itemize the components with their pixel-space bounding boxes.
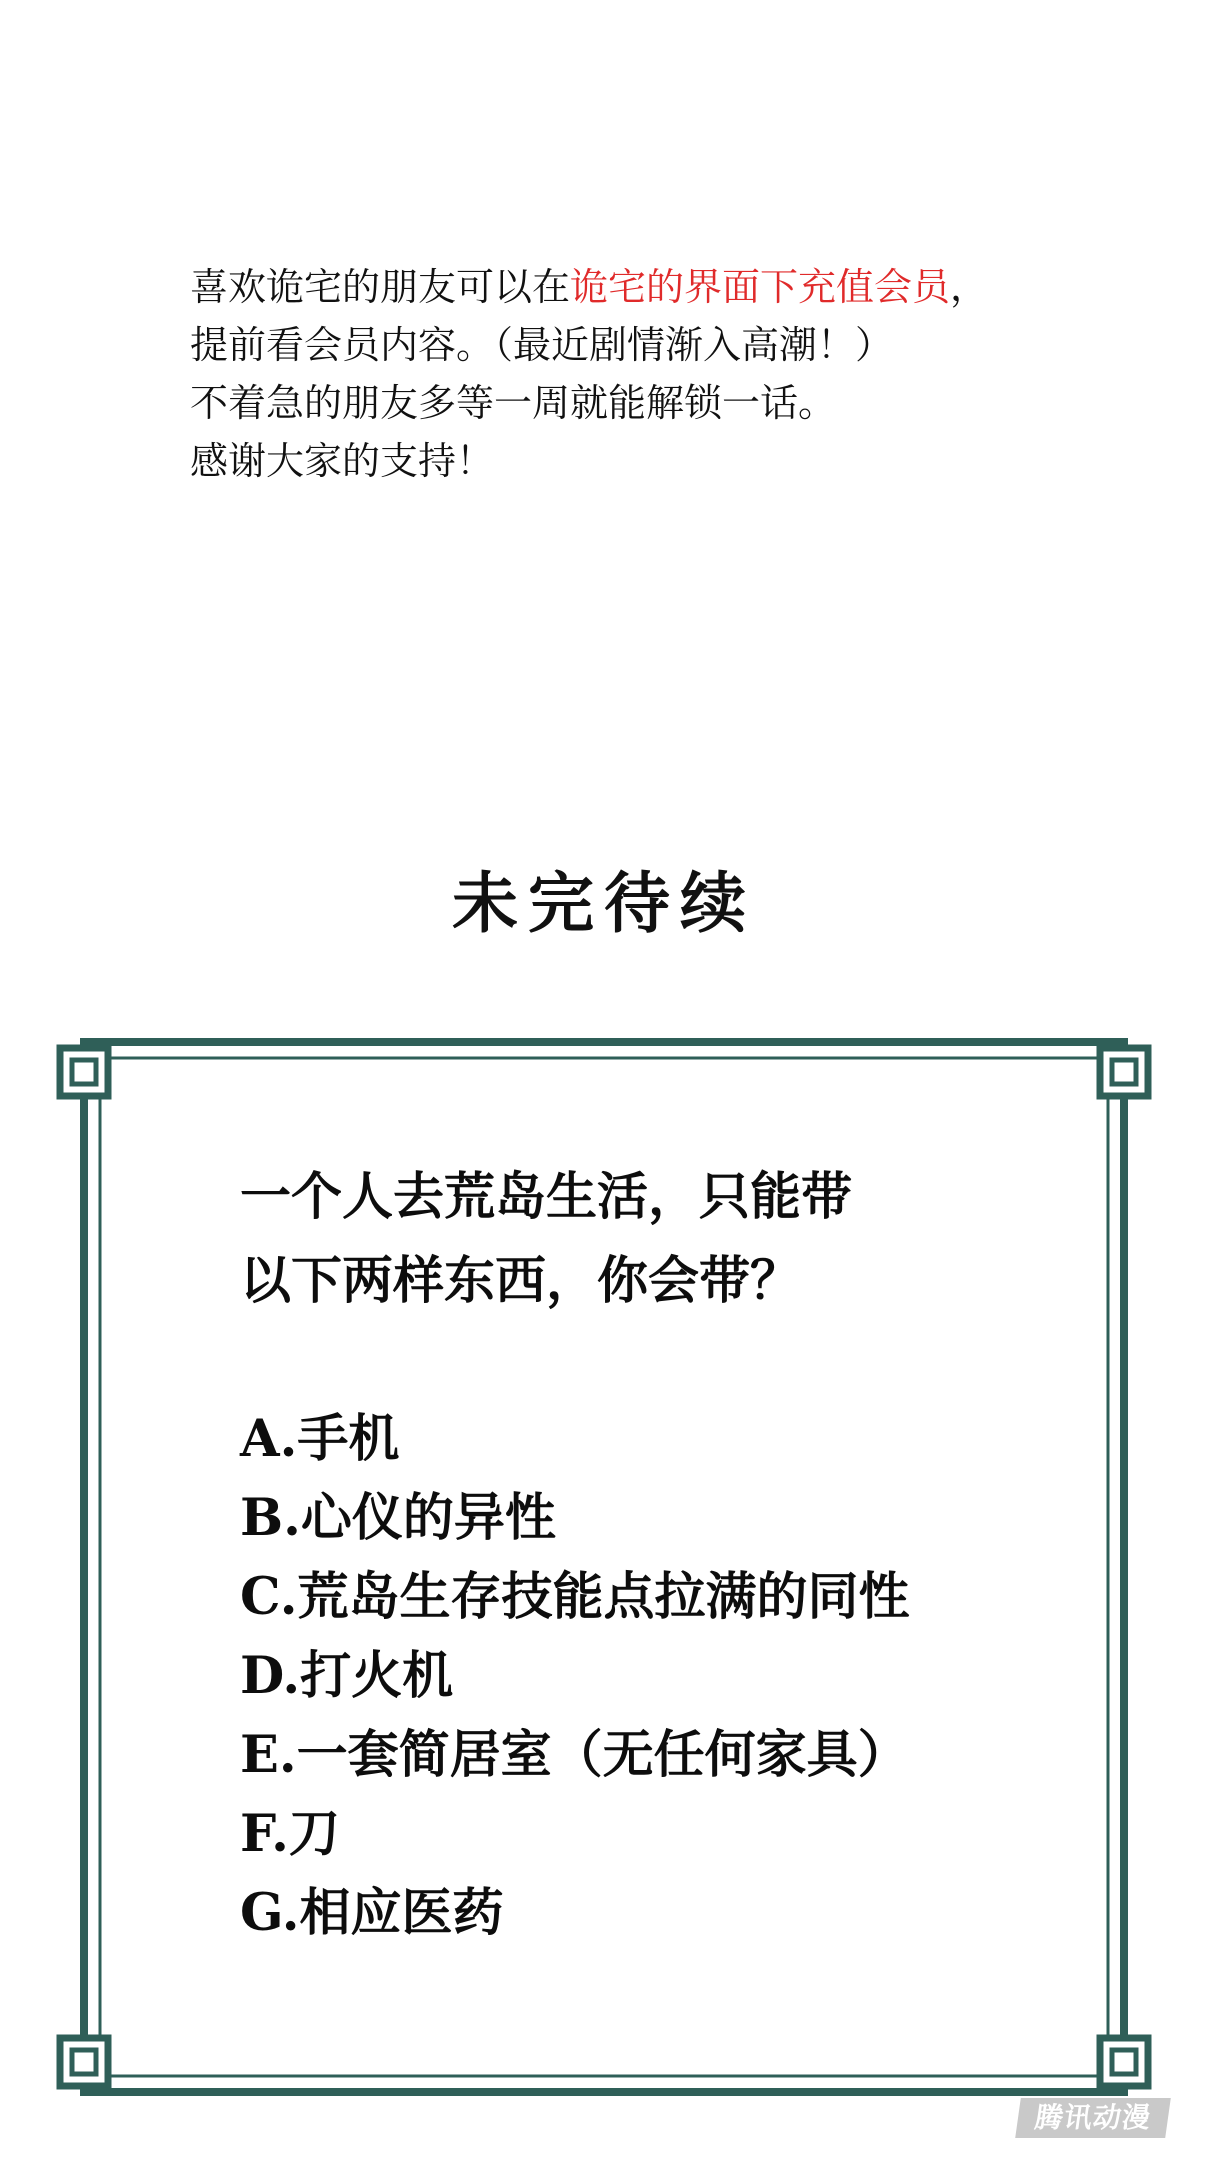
option-c: C.荒岛生存技能点拉满的同性 (240, 1567, 910, 1627)
notice-line-3: 不着急的朋友多等一周就能解锁一话。 (190, 381, 837, 425)
to-be-continued-title: 未完待续 (452, 864, 756, 942)
option-f: F.刀 (240, 1804, 340, 1864)
notice-line-1-prefix: 喜欢诡宅的朋友可以在 (190, 265, 571, 309)
question-line-1: 一个人去荒岛生活，只能带 (240, 1167, 853, 1227)
notice-line-1-suffix: ， (950, 265, 989, 309)
option-d: D.打火机 (240, 1646, 454, 1706)
option-a: A.手机 (240, 1409, 400, 1469)
quiz-question (240, 1155, 1100, 1323)
option-b: B.心仪的异性 (240, 1488, 556, 1548)
option-e: E.一套简居室（无任何家具） (240, 1725, 909, 1785)
option-g: G.相应医药 (240, 1883, 504, 1943)
notice-line-2: 提前看会员内容。（最近剧情渐入高潮！） (190, 323, 894, 367)
watermark-logo: 腾讯动漫 (1015, 2098, 1171, 2138)
notice-highlight: 诡宅的界面下充值会员 (570, 265, 951, 309)
question-line-2: 以下两样东西，你会带？ (240, 1251, 802, 1311)
notice-line-4: 感谢大家的支持！ (190, 439, 495, 483)
quiz-options (240, 1400, 1120, 1953)
